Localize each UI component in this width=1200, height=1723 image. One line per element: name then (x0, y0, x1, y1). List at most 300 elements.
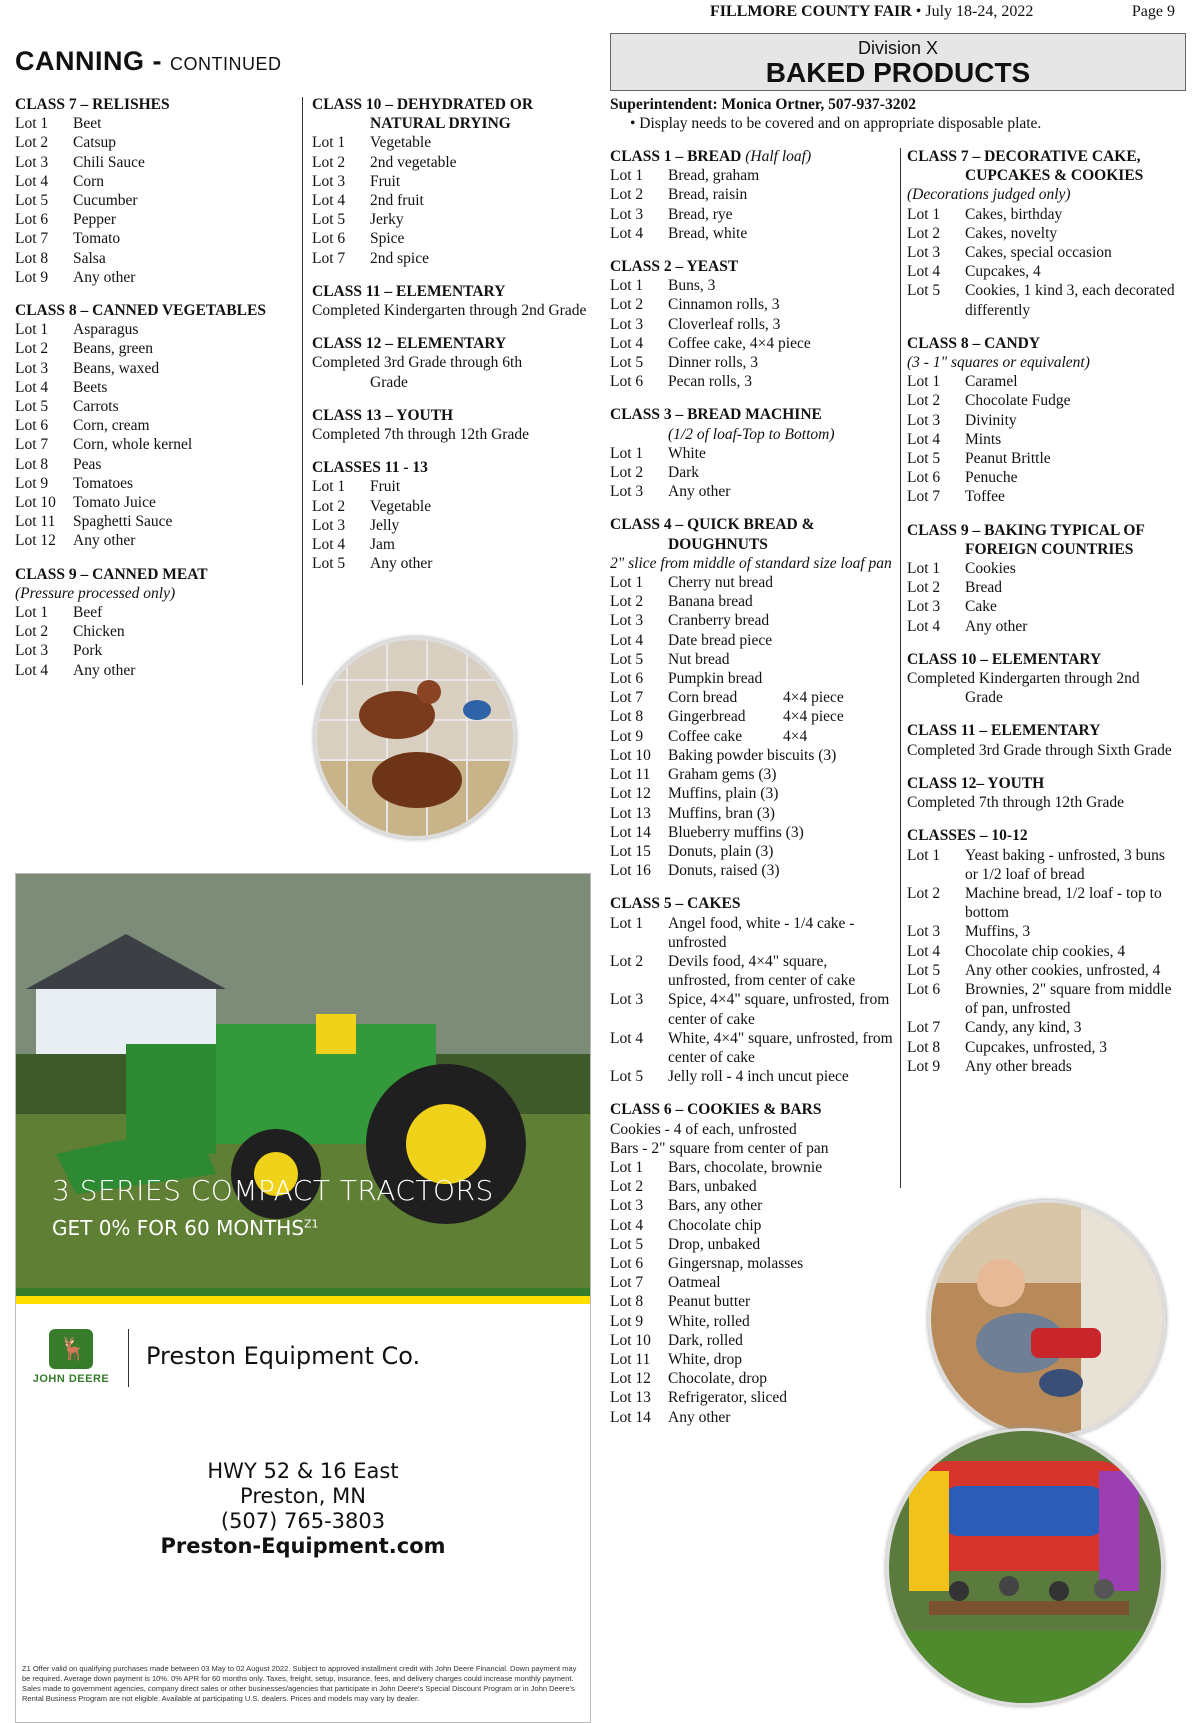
page-header (710, 3, 1190, 21)
lot-item (907, 281, 1189, 319)
lot-number: Lot 6 (15, 417, 49, 435)
lot-item (15, 512, 295, 531)
lot-name: Bars, unbaked (668, 1178, 757, 1196)
division-label: Division X (857, 38, 939, 58)
lot-item (907, 597, 1189, 616)
lot-list (907, 372, 1189, 506)
lot-name: Muffins, 3 (965, 923, 1031, 941)
lot-item (610, 224, 893, 243)
lot-item (610, 1408, 893, 1427)
lot-name: Bread, white (668, 224, 748, 242)
class-subtitle: (3 - 1" squares or equivalent) (907, 354, 1090, 372)
lot-name: White, 4×4" square, unfrosted, from center of cake (668, 1029, 893, 1066)
lot-name: Dinner rolls, 3 (668, 354, 758, 372)
page-number: Page 9 (1131, 3, 1175, 20)
lot-number: Lot 4 (907, 430, 941, 448)
lot-number: Lot 12 (610, 1370, 651, 1388)
class-title: CLASS 9 – BAKING TYPICAL OF (907, 521, 1145, 539)
lot-number: Lot 2 (15, 340, 49, 358)
lot-number: Lot 3 (610, 483, 644, 501)
lot-item (907, 865, 1189, 884)
lot-item (610, 444, 893, 463)
lot-item (15, 229, 295, 248)
lot-name: Any other (73, 661, 136, 679)
class-title-cont: FOREIGN COUNTRIES (965, 540, 1134, 558)
lot-name: Beans, green (73, 340, 154, 358)
lot-list (610, 276, 893, 391)
lot-item (610, 315, 893, 334)
class-desc: Completed 7th through 12th Grade (907, 794, 1124, 812)
lot-number: Lot 5 (610, 354, 644, 372)
lot-item (15, 339, 295, 358)
lot-list (907, 846, 1189, 1076)
lot-size: 4×4 (783, 727, 808, 745)
lot-number: Lot 2 (15, 134, 49, 152)
lot-name: Peanut Brittle (965, 450, 1051, 468)
lot-name: or 1/2 loaf of bread (965, 865, 1085, 883)
column-divider (900, 148, 901, 1188)
lot-item (907, 961, 1189, 980)
lot-name: Chocolate chip (668, 1216, 762, 1234)
lot-number: Lot 3 (907, 923, 941, 941)
lot-item (907, 846, 1189, 865)
lot-name: Any other (668, 483, 731, 501)
lot-number: Lot 14 (610, 1408, 651, 1426)
class-title-cont: DOUGHNUTS (668, 535, 768, 553)
lot-number: Lot 7 (15, 436, 49, 454)
lot-list (610, 444, 893, 502)
address-line-1: HWY 52 & 16 East (207, 1459, 399, 1483)
lot-list (610, 573, 893, 880)
lot-number: Lot 6 (610, 1254, 644, 1272)
lot-list (610, 1158, 893, 1427)
lot-name: White, drop (668, 1350, 743, 1368)
lot-item (312, 535, 597, 554)
lot-number: Lot 6 (907, 469, 941, 487)
lot-item (15, 249, 295, 268)
lot-name: Bread, rye (668, 205, 733, 223)
class-title: CLASS 11 – ELEMENTARY (907, 722, 1101, 740)
lot-item (312, 133, 597, 152)
lot-item (610, 1177, 893, 1196)
lot-name: Cinnamon rolls, 3 (668, 296, 780, 314)
lot-name: Buns, 3 (668, 277, 716, 295)
lot-number: Lot 1 (610, 574, 644, 592)
lot-item (610, 952, 893, 990)
lot-name: Any other cookies, unfrosted, 4 (965, 961, 1161, 979)
tractor-photo (16, 874, 590, 1288)
lot-number: Lot 5 (610, 1235, 644, 1253)
lot-item (907, 205, 1189, 224)
lot-item (610, 804, 893, 823)
lot-name: Cakes, birthday (965, 205, 1063, 223)
lot-name: Carrots (73, 398, 119, 416)
lot-item (907, 980, 1189, 999)
lot-item (907, 468, 1189, 487)
class-title: CLASS 8 – CANDY (907, 334, 1041, 352)
lot-name: Dark, rolled (668, 1331, 743, 1349)
lot-item (15, 210, 295, 229)
lot-item (907, 449, 1189, 468)
lot-name: Fruit (370, 172, 401, 190)
class-title-cont: NATURAL DRYING (370, 115, 511, 133)
display-note: • Display needs to be covered and on appropriate disposable plate. (630, 115, 1042, 133)
dealer-contact (16, 1459, 590, 1559)
lot-number: Lot 7 (312, 249, 346, 267)
lot-name: Angel food, white - 1/4 cake - unfrosted (668, 914, 855, 951)
lot-number: Lot 2 (610, 952, 644, 970)
lot-item (610, 573, 893, 592)
class-desc-cont: Grade (965, 689, 1003, 707)
lot-item (610, 1254, 893, 1273)
lot-number: Lot 5 (610, 650, 644, 668)
lot-item (610, 1158, 893, 1177)
lot-number: Lot 1 (907, 373, 941, 391)
lot-name: Jam (370, 536, 395, 554)
lot-item (312, 249, 597, 268)
lot-number: Lot 6 (312, 230, 346, 248)
lot-number: Lot 1 (610, 444, 644, 462)
lot-item (15, 435, 295, 454)
class-title: CLASSES – 10-12 (907, 827, 1028, 845)
lot-item (610, 1331, 893, 1350)
lot-name: Gingersnap, molasses (668, 1254, 804, 1272)
lot-name: Coffee cake, 4×4 piece (668, 334, 811, 352)
lot-item (610, 295, 893, 314)
lot-item (610, 823, 893, 842)
class-title: CLASS 7 – RELISHES (15, 96, 170, 113)
class-title: CLASS 6 – COOKIES & BARS (610, 1101, 822, 1119)
lot-item (610, 1292, 893, 1311)
lot-item (15, 172, 295, 191)
lot-number: Lot 8 (15, 455, 49, 473)
class-title: CLASS 13 – YOUTH (312, 406, 454, 424)
class-desc: Completed 3rd Grade through 6th (312, 354, 523, 372)
john-deere-ad[interactable] (15, 873, 591, 1723)
lot-number: Lot 5 (907, 961, 941, 979)
lot-name: Spaghetti Sauce (73, 513, 173, 531)
lot-name: Vegetable (370, 134, 432, 152)
lot-item (907, 487, 1189, 506)
lot-number: Lot 6 (907, 980, 941, 998)
lot-name: Corn bread (668, 689, 738, 707)
lot-name: Tomato (73, 230, 121, 248)
lot-number: Lot 9 (907, 1057, 941, 1075)
class-title: CLASS 10 – ELEMENTARY (907, 650, 1102, 668)
lot-number: Lot 5 (15, 192, 49, 210)
lot-name: Beets (73, 378, 108, 396)
class-title: CLASS 1 – BREAD (Half loaf) (610, 148, 812, 165)
lot-number (907, 999, 965, 1018)
fair-dates: • July 18-24, 2022 (911, 3, 1034, 20)
lot-number: Lot 5 (610, 1068, 644, 1086)
lot-item (610, 669, 893, 688)
lot-list (610, 166, 893, 243)
child-in-barn-photo (928, 1200, 1166, 1438)
lot-name: Cupcakes, unfrosted, 3 (965, 1038, 1108, 1056)
lot-number: Lot 2 (907, 392, 941, 410)
lot-item (15, 622, 295, 641)
lot-name: Beef (73, 604, 103, 622)
lot-item (312, 229, 597, 248)
lot-name: Cookies, 1 kind 3, each decorated differently (965, 282, 1175, 319)
lot-number: Lot 3 (907, 598, 941, 616)
lot-number: Lot 2 (610, 296, 644, 314)
lot-name: Machine bread, 1/2 loaf - top to bottom (965, 884, 1162, 922)
lot-name: Jelly roll - 4 inch uncut piece (668, 1068, 849, 1086)
lot-name: Blueberry muffins (3) (668, 823, 804, 841)
lot-number: Lot 9 (610, 727, 644, 745)
lot-number: Lot 4 (312, 192, 346, 210)
lot-name: Chicken (73, 623, 125, 641)
lot-name: 2nd spice (370, 249, 429, 267)
lot-name: Fruit (370, 478, 401, 496)
lot-item (610, 1273, 893, 1292)
lot-name: Any other (73, 532, 136, 550)
lot-number: Lot 13 (610, 804, 651, 822)
lot-name: Date bread piece (668, 631, 773, 649)
class-desc: Completed Kindergarten through 2nd (907, 670, 1140, 688)
lot-list (610, 914, 893, 1087)
lot-item (610, 688, 893, 707)
lot-name: Peanut butter (668, 1293, 751, 1311)
lot-item (907, 922, 1189, 941)
lot-item (15, 455, 295, 474)
brand-name: JOHN DEERE (32, 1373, 110, 1385)
lot-item (610, 276, 893, 295)
lot-name: Candy, any kind, 3 (965, 1019, 1082, 1037)
lot-item (610, 1216, 893, 1235)
lot-name: Any other (370, 555, 433, 573)
lot-name: of pan, unfrosted (965, 1000, 1071, 1018)
lot-item (15, 531, 295, 550)
class-title: CLASS 3 – BREAD MACHINE (610, 406, 822, 424)
lot-number: Lot 7 (907, 1019, 941, 1037)
superintendent: Superintendent: Monica Ortner, 507-937-3202 (610, 96, 916, 113)
yellow-stripe (16, 1296, 590, 1304)
lot-item (15, 359, 295, 378)
lot-number: Lot 8 (610, 1293, 644, 1311)
lot-name: Pecan rolls, 3 (668, 373, 752, 391)
lot-number: Lot 1 (15, 604, 49, 622)
lot-number: Lot 5 (907, 450, 941, 468)
lot-item (15, 268, 295, 287)
class-subtitle: (Pressure processed only) (15, 584, 176, 602)
lot-name: Cherry nut bread (668, 574, 774, 592)
lot-number: Lot 2 (610, 464, 644, 482)
class-title: CLASS 8 – CANNED VEGETABLES (15, 302, 266, 320)
lot-number: Lot 2 (610, 186, 644, 204)
lot-number: Lot 12 (15, 532, 56, 550)
lot-name: Chocolate, drop (668, 1370, 768, 1388)
lot-item (907, 942, 1189, 961)
lot-size: 4×4 piece (783, 708, 844, 726)
lot-item (610, 1350, 893, 1369)
lot-name: Any other (73, 268, 136, 286)
lot-item (907, 999, 1189, 1018)
lot-item (610, 990, 893, 1028)
lot-item (610, 1312, 893, 1331)
lot-number: Lot 10 (610, 746, 651, 764)
lot-name: Brownies, 2" square from middle (965, 980, 1172, 998)
lot-item (312, 477, 597, 496)
class-subtitle: (1/2 of loaf-Top to Bottom) (668, 425, 835, 443)
lot-item (610, 353, 893, 372)
lot-number: Lot 3 (610, 315, 644, 333)
lot-name: White, rolled (668, 1312, 750, 1330)
lot-number: Lot 1 (610, 167, 644, 185)
lot-number: Lot 2 (312, 153, 346, 171)
lot-item (610, 650, 893, 669)
lot-item (312, 497, 597, 516)
lot-item (907, 884, 1189, 922)
class-subtitle: (Decorations judged only) (907, 186, 1071, 204)
lot-item (312, 554, 597, 573)
lot-number: Lot 11 (15, 513, 56, 531)
lot-name: Beans, waxed (73, 359, 160, 377)
lot-number: Lot 3 (610, 1197, 644, 1215)
lot-number: Lot 2 (15, 623, 49, 641)
lot-item (907, 243, 1189, 262)
lot-list (15, 320, 295, 550)
lot-item (907, 1018, 1189, 1037)
lot-name: Pepper (73, 211, 117, 229)
lot-item (610, 914, 893, 952)
lot-item (312, 191, 597, 210)
dealer-name: Preston Equipment Co. (146, 1342, 421, 1370)
canning-heading: CANNING - (15, 46, 170, 76)
lot-number: Lot 7 (610, 1274, 644, 1292)
lot-name: Penuche (965, 469, 1018, 487)
lot-number: Lot 4 (907, 617, 941, 635)
lot-number: Lot 7 (15, 230, 49, 248)
lot-name: Chili Sauce (73, 153, 145, 171)
column-divider (302, 97, 303, 685)
class-desc: Completed Kindergarten through 2nd Grade (312, 302, 587, 320)
lot-number: Lot 1 (907, 205, 941, 223)
lot-name: Any other (965, 617, 1028, 635)
lot-name: Coffee cake (668, 727, 743, 745)
lot-number: Lot 4 (610, 1029, 644, 1047)
lot-number: Lot 3 (610, 612, 644, 630)
lot-name: Bread, raisin (668, 186, 748, 204)
lot-name: Cupcakes, 4 (965, 263, 1041, 281)
lot-name: Tomato Juice (73, 494, 156, 512)
lot-name: Salsa (73, 249, 106, 267)
child-image (931, 1203, 1163, 1435)
lot-number: Lot 3 (610, 991, 644, 1009)
lot-item (610, 707, 893, 726)
class-title: CLASS 4 – QUICK BREAD & (610, 516, 815, 534)
lot-name: Nut bread (668, 650, 730, 668)
lot-number: Lot 10 (15, 494, 56, 512)
lot-number: Lot 2 (907, 579, 941, 597)
lot-number: Lot 2 (610, 1178, 644, 1196)
lot-item (15, 191, 295, 210)
lot-item (610, 372, 893, 391)
ad-offer: GET 0% FOR 60 $MONTHS^{Z1}$ (52, 1216, 319, 1240)
class-title: CLASS 7 – DECORATIVE CAKE, (907, 148, 1141, 165)
lot-item (312, 210, 597, 229)
lot-name: Spice, 4×4" square, unfrosted, from center of cake (668, 991, 890, 1028)
lot-name: Muffins, bran (3) (668, 804, 775, 822)
lot-number: Lot 2 (907, 884, 941, 902)
lot-name: Cucumber (73, 192, 138, 210)
lot-number: Lot 10 (610, 1331, 651, 1349)
lot-number: Lot 5 (312, 211, 346, 229)
lot-number: Lot 1 (907, 560, 941, 578)
lot-item (610, 611, 893, 630)
lot-item (610, 166, 893, 185)
lot-item (15, 603, 295, 622)
lot-item (610, 727, 893, 746)
lot-name: Jelly (370, 516, 400, 534)
lot-name: Corn (73, 172, 104, 190)
phone-number[interactable]: (507) 765-3803 (220, 1509, 386, 1533)
lot-name: Pumpkin bread (668, 670, 763, 688)
lot-name: Oatmeal (668, 1274, 721, 1292)
john-deere-logo (30, 1329, 112, 1385)
lot-number: Lot 8 (15, 249, 49, 267)
lot-item (610, 784, 893, 803)
lot-name: Beet (73, 115, 102, 133)
lot-number: Lot 13 (610, 1389, 651, 1407)
lot-item (15, 153, 295, 172)
lot-list (15, 603, 295, 680)
lot-name: Dark (668, 464, 699, 482)
lot-item (610, 1196, 893, 1215)
lot-item (610, 185, 893, 204)
bounce-house-image (889, 1431, 1161, 1703)
lot-name: Devils food, 4×4" square, unfrosted, from center of cake (668, 952, 856, 990)
website-link[interactable]: Preston-Equipment.com (160, 1534, 446, 1558)
canning-column-1 (15, 95, 295, 680)
lot-number: Lot 1 (15, 115, 49, 133)
lot-number: Lot 5 (907, 282, 941, 300)
bounce-house-photo (886, 1428, 1164, 1706)
lot-number: Lot 4 (15, 378, 49, 396)
lot-name: Jerky (370, 211, 404, 229)
lot-item (15, 661, 295, 680)
lot-item (610, 482, 893, 501)
lot-name: Catsup (73, 134, 117, 152)
lot-name: Pork (73, 642, 103, 660)
class-title: CLASS 2 – YEAST (610, 258, 739, 276)
baked-intro (610, 95, 1190, 133)
lot-item (15, 493, 295, 512)
lot-number: Lot 3 (312, 172, 346, 190)
lot-item (907, 1038, 1189, 1057)
lot-name: Bread (965, 579, 1003, 597)
lot-number: Lot 6 (610, 670, 644, 688)
lot-item (907, 1057, 1189, 1076)
lot-name: Asparagus (73, 321, 139, 339)
lot-item (610, 334, 893, 353)
class-subtitle: Bars - 2" square from center of pan (610, 1139, 829, 1157)
lot-number: Lot 1 (610, 277, 644, 295)
lot-item (610, 1369, 893, 1388)
lot-number: Lot 8 (907, 1038, 941, 1056)
lot-item (907, 559, 1189, 578)
lot-name: Banana bread (668, 593, 753, 611)
lot-number: Lot 3 (610, 205, 644, 223)
lot-number: Lot 4 (610, 631, 644, 649)
lot-item (610, 1388, 893, 1407)
lot-name: Peas (73, 455, 102, 473)
lot-name: Cookies (965, 560, 1016, 578)
lot-list (312, 477, 597, 573)
baked-column-1 (610, 147, 893, 1427)
